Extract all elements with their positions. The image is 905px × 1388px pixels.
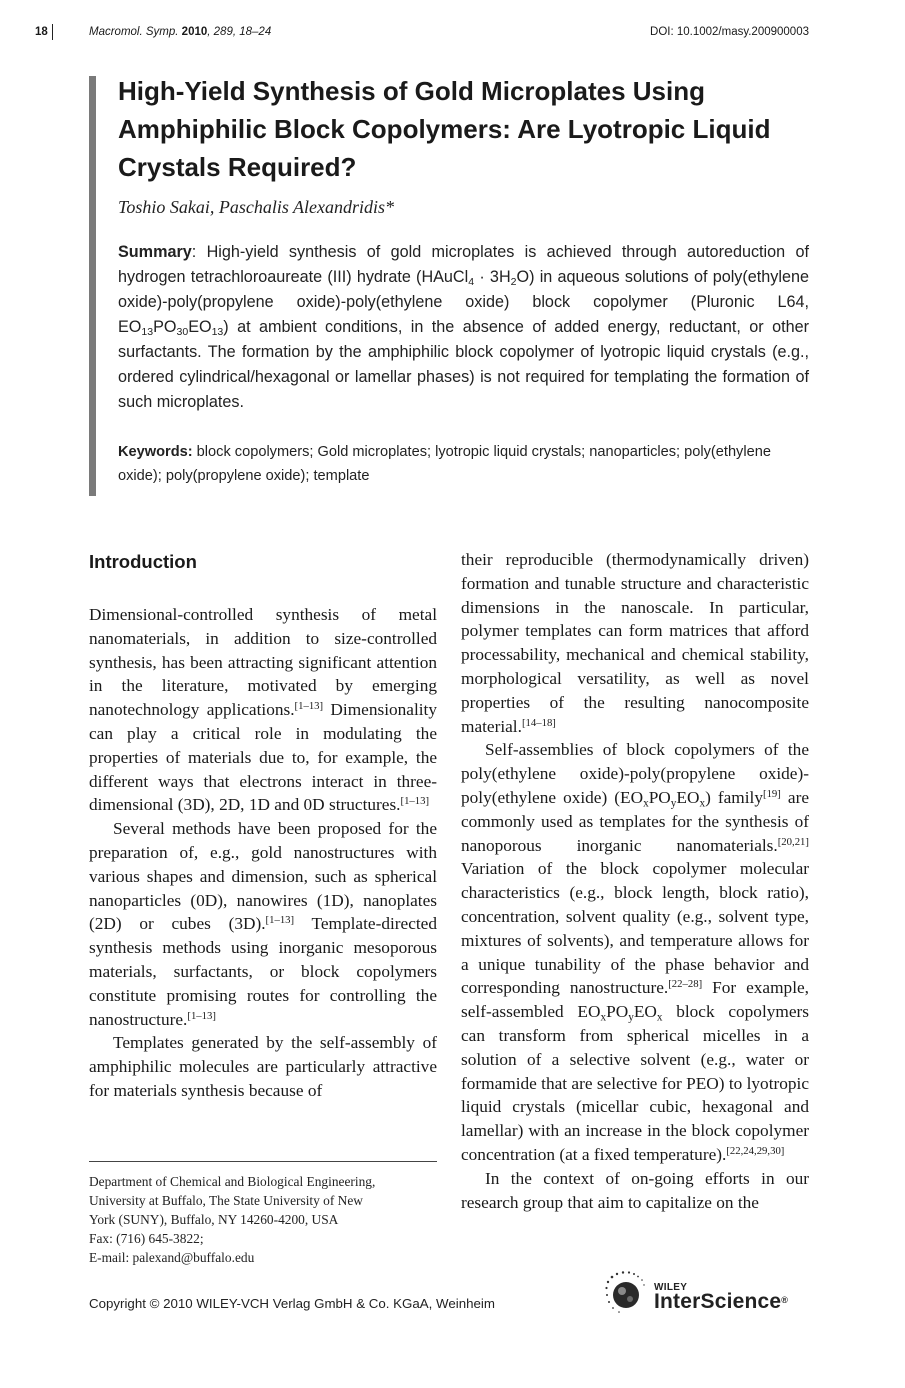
intro-paragraph-2: Several methods have been proposed for the preparation of, e.g., gold nanostructures with various shapes and dimension, such as spherical nanoparticles (0D), nanowires (1D), nanoplates (2D) or cubes (3D).[1–13] Template-directed synthesis methods using inorganic mesoporous materials, surfactants, or block copolymers constitute promising routes for controlling the nanostructure.[1–13] [89,819,437,1029]
intro-paragraph-5: In the context of on-going efforts in our research group that aim to capitalize on the [461,1168,809,1212]
affiliation-line: Department of Chemical and Biological Engineering, [89,1174,376,1189]
journal-name: Macromol. Symp. [89,26,179,38]
running-header [0,26,905,44]
keywords [118,440,809,488]
article-authors: Toshio Sakai, Paschalis Alexandridis* [118,197,395,217]
journal-volume-pages: , 289, 18–24 [207,26,272,38]
right-column [461,548,809,1214]
abstract-side-bar [89,76,96,496]
page-number: 18 [35,26,48,38]
affiliation-email: E-mail: palexand@buffalo.edu [89,1250,255,1265]
affiliation-fax: Fax: (716) 645-3822; [89,1231,204,1246]
logo-interscience-text [654,1290,788,1314]
logo-interscience-word: InterScience [654,1290,782,1313]
page-number-divider [52,24,53,40]
summary-label: Summary [118,243,192,261]
article-title: High-Yield Synthesis of Gold Microplates Using Amphiphilic Block Copolymers: Are Lyotropic Liquid Crystals Required? [118,76,771,182]
interscience-globe-icon [604,1268,654,1316]
intro-paragraph-4: Self-assemblies of block copolymers of the poly(ethylene oxide)-poly(propylene oxide)-poly(ethylene oxide) $(EO_xPO_yEO_x)$ family[19] are commonly used as templates for the synthesis of nanoporous inorganic nanomaterials.[20,21] Variation of the block copolymer molecular characteristics (e.g., block length, block ratio), concentration, solvent quality (e.g., solvent type, mixtures of solvents), and temperature allows for a unique tunability of the phase behavior and corresponding nanostructure.[22–28] For example, self-assembled $EO_xPO_yEO_x$ block copolymers can transform from spherical micelles in a solution of a selective solvent (e.g., water or formamide that are selective for PEO) to lyotropic liquid crystals (micellar cubic, hexagonal and lamellar) with an increase in the block copolymer concentration (at a fixed temperature).[22,24,29,30] [461,740,810,1164]
keywords-list: block copolymers; Gold microplates; lyotropic liquid crystals; nanoparticles; poly(ethylene oxide); poly(propylene oxide); template [118,444,771,484]
intro-paragraph-3: Templates generated by the self-assembly of amphiphilic molecules are particularly attractive for materials synthesis because of [89,1033,437,1100]
affiliation-footnote [89,1172,437,1267]
affiliation-line: University at Buffalo, The State University of New [89,1193,363,1208]
left-column [89,548,437,1103]
logo-wiley-text: WILEY [654,1282,688,1293]
intro-paragraph-1: Dimensional-controlled synthesis of metal nanomaterials, in addition to size-controlled synthesis, has been attracting significant attention in the literature, motivated by emerging nanotechnology applications.[1–13] Dimensionality can play a critical role in modulating the properties of materials due to, for example, the different ways that electrons interact in three-dimensional (3D), 2D, 1D and 0D structures.[1–13] [89,605,437,815]
copyright-notice: Copyright © 2010 WILEY-VCH Verlag GmbH & Co. KGaA, Weinheim [89,1296,495,1311]
keywords-label: Keywords: [118,444,193,460]
wiley-interscience-logo [604,1268,814,1318]
summary: Summary: High-yield synthesis of gold microplates is achieved through autoreduction of hydrogen tetrachloroaureate (III) hydrate (HAuCl$_4$ · $3H_2O$) in aqueous solutions of poly(ethylene oxide)-poly(propylene oxide)-poly(ethylene oxide) block copolymer (Pluronic L64, $EO_{13}PO_{30}EO_{13}$) at ambient conditions, in the absence of added energy, reductant, or other surfactants. The formation by the amphiphilic block copolymer of lyotropic liquid crystals (e.g., ordered cylindrical/hexagonal or lamellar phases) is not required for templating the formation of such microplates. [118,243,809,411]
introduction-heading: Introduction [89,551,197,572]
journal-year: 2010 [181,26,208,38]
footnote-rule [89,1161,437,1162]
intro-paragraph-3-cont: their reproducible (thermodynamically driven) formation and tunable structure and characteristic dimensions in the nanoscale. In particular, polymer templates can form matrices that afford processability, mechanical and chemical stability, morphological versatility, as well as novel properties of the resulting nanocomposite material.[14–18] [461,550,809,736]
registered-mark: ® [781,1295,789,1306]
journal-citation [89,26,271,38]
doi: DOI: 10.1002/masy.200900003 [650,26,809,38]
affiliation-line: York (SUNY), Buffalo, NY 14260-4200, USA [89,1212,339,1227]
